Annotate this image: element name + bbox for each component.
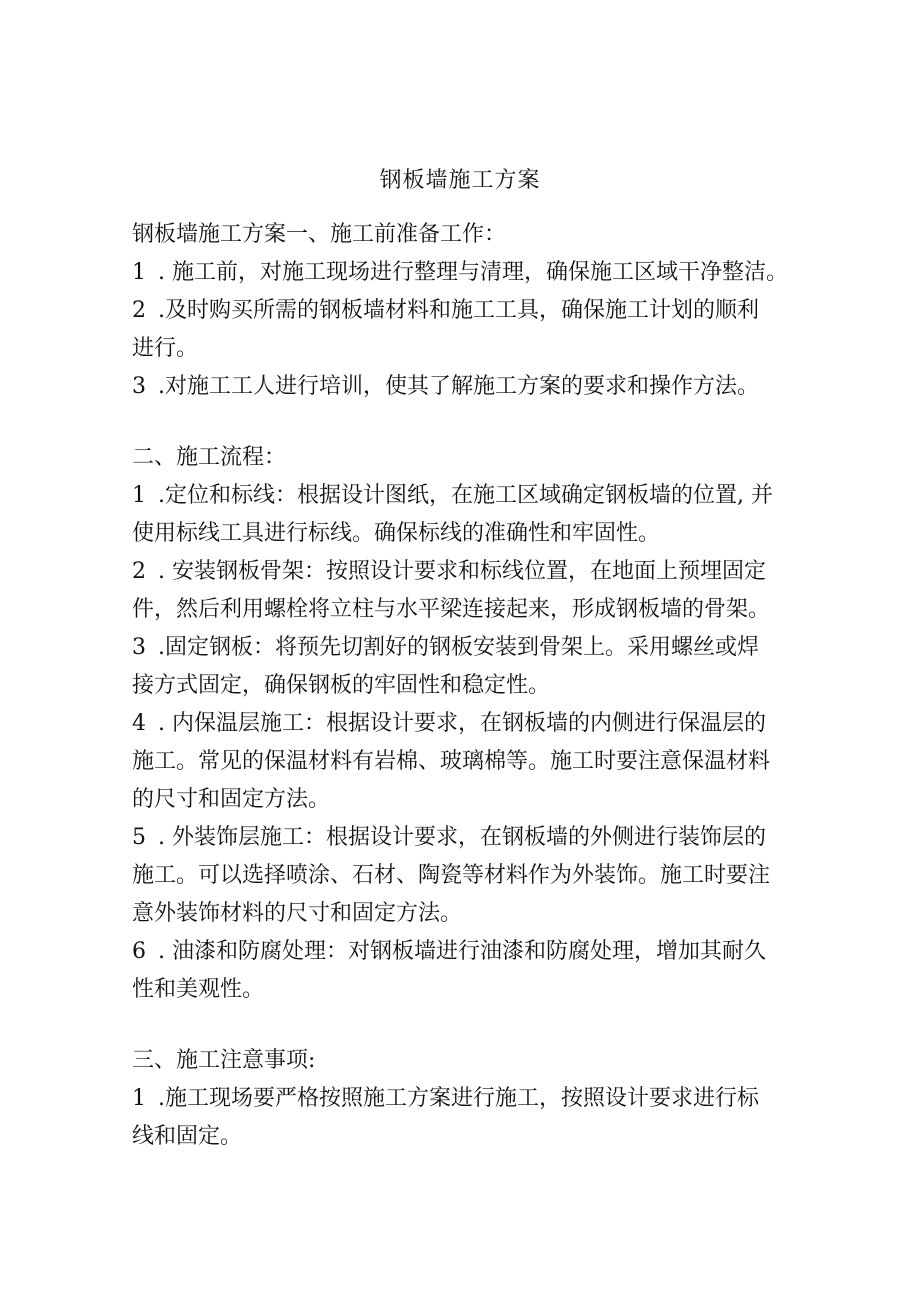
list-item-continuation: 件，然后利用螺栓将立柱与水平梁连接起来，形成钢板墙的骨架。 [132, 597, 771, 622]
section1-heading: 钢板墙施工方案一、施工前准备工作： [132, 222, 507, 247]
document-title: 钢板墙施工方案 [379, 168, 541, 193]
item-number: 6 [132, 939, 146, 964]
item-number: 4 [132, 711, 146, 736]
section-gap [132, 406, 822, 439]
list-item-continuation: 意外装饰材料的尺寸和固定方法。 [132, 901, 463, 926]
item-number: 2 [132, 298, 146, 323]
item-number: 1 [132, 483, 146, 508]
list-item [132, 629, 822, 667]
list-item-continuation: 使用标线工具进行标线。确保标线的准确性和牢固性。 [132, 521, 661, 546]
list-item [132, 553, 822, 591]
item-number: 1 [132, 260, 146, 285]
item-number: 3 [132, 635, 146, 660]
item-text: . 施工前，对施工现场进行整理与清理，确保施工区域干净整洁。 [158, 260, 788, 285]
list-item-continuation: 施工。可以选择喷涂、石材、陶瓷等材料作为外装饰。施工时要注 [132, 863, 771, 888]
item-number: 2 [132, 559, 146, 584]
item-text: .定位和标线：根据设计图纸，在施工区域确定钢板墙的位置, 并 [158, 483, 773, 508]
item-number: 3 [132, 374, 146, 399]
list-item [132, 933, 822, 971]
item-text: .及时购买所需的钢板墙材料和施工工具，确保施工计划的顺利 [158, 298, 759, 323]
item-text: . 内保温层施工：根据设计要求，在钢板墙的内侧进行保温层的 [158, 711, 766, 736]
list-item-continuation: 施工。常见的保温材料有岩棉、玻璃棉等。施工时要注意保温材料 [132, 749, 771, 774]
item-text: . 油漆和防腐处理：对钢板墙进行油漆和防腐处理，增加其耐久 [158, 939, 766, 964]
list-item [132, 1080, 822, 1118]
section3-heading: 三、施工注意事项: [132, 1048, 316, 1073]
list-item [132, 819, 822, 857]
list-item [132, 292, 822, 330]
section2-heading: 二、施工流程： [132, 445, 287, 470]
item-number: 1 [132, 1086, 146, 1111]
list-item-continuation: 进行。 [132, 336, 199, 361]
item-text: .施工现场要严格按照施工方案进行施工，按照设计要求进行标 [158, 1086, 759, 1111]
list-item-continuation: 线和固定。 [132, 1124, 243, 1149]
list-item-continuation: 性和美观性。 [132, 977, 265, 1002]
item-text: .固定钢板：将预先切割好的钢板安装到骨架上。采用螺丝或焊 [158, 635, 759, 660]
list-item-continuation: 接方式固定，确保钢板的牢固性和稳定性。 [132, 673, 551, 698]
section-gap [132, 1009, 822, 1042]
item-number: 5 [132, 825, 146, 850]
item-text: . 安装钢板骨架：按照设计要求和标线位置，在地面上预埋固定 [158, 559, 766, 584]
list-item [132, 254, 822, 292]
list-item [132, 705, 822, 743]
item-text: . 外装饰层施工：根据设计要求，在钢板墙的外侧进行装饰层的 [158, 825, 766, 850]
list-item [132, 477, 822, 515]
item-text: .对施工工人进行培训，使其了解施工方案的要求和操作方法。 [158, 374, 759, 399]
list-item-continuation: 的尺寸和固定方法。 [132, 787, 331, 812]
document-body [132, 216, 822, 1156]
list-item [132, 368, 822, 406]
